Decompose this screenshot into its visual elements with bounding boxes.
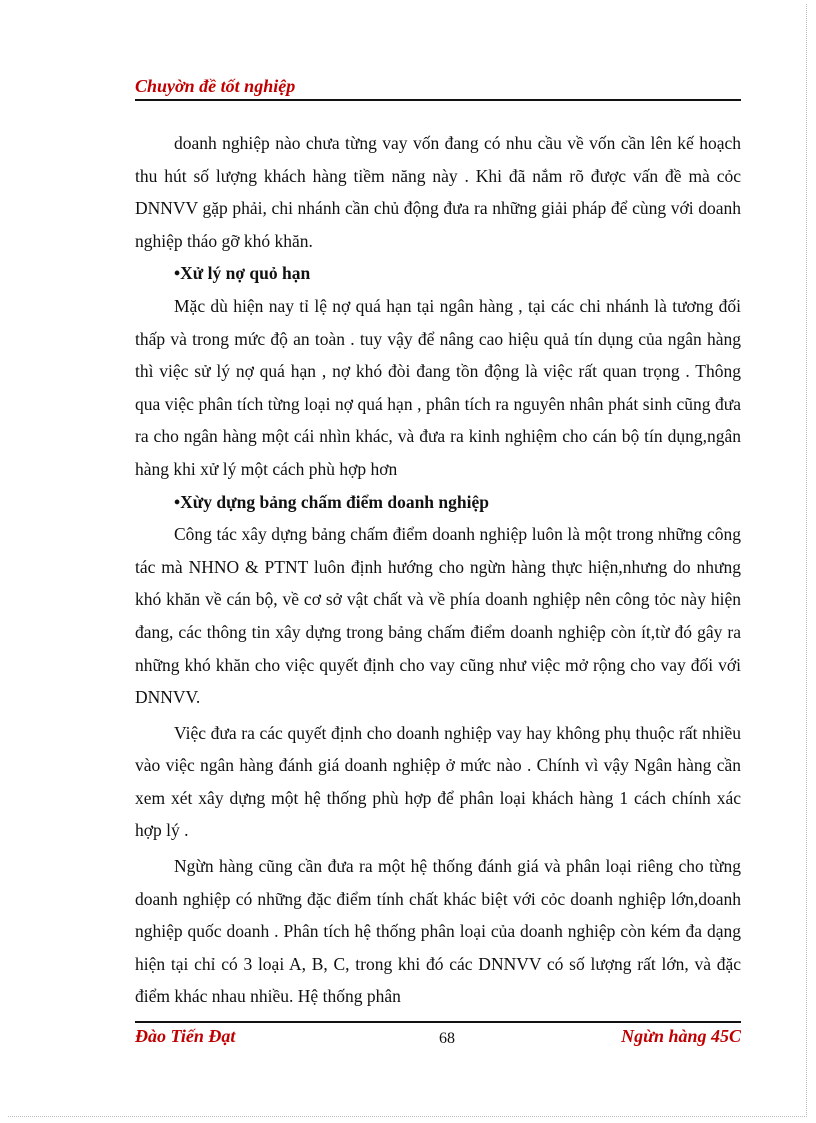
header-title: Chuyờn đề tốt nghiệp [135, 76, 296, 96]
paragraph-3: Công tác xây dựng bảng chấm điểm doanh nghiệp luôn là một trong những công tác mà NHNO & PTNT luôn định hướng cho ngừn hàng thực hiện,nhưng do nhưng khó khăn về cán bộ, về cơ sở vật chất và về phía doanh nghiệp nên công tỏc này hiện đang, các thông tin xây dựng trong bảng chấm điểm doanh nghiệp còn ít,từ đó gây ra những khó khăn cho việc quyết định cho vay cũng như việc mở rộng cho vay đối với DNNVV. [135, 524, 741, 708]
document-body [135, 127, 741, 1013]
header-rule [135, 99, 741, 101]
footer-rule [135, 1021, 741, 1023]
paragraph-5: Ngừn hàng cũng cần đưa ra một hệ thống đánh giá và phân loại riêng cho từng doanh nghiệp có những đặc điểm tính chất khác biệt với cỏc doanh nghiệp lớn,doanh nghiệp quốc doanh . Phân tích hệ thống phân loại của doanh nghiệp còn kém đa dạng hiện tại chỉ có 3 loại A, B, C, trong khi đó các DNNVV có số lượng rất lớn, và đặc điểm khác nhau nhiều. Hệ thống phân [135, 856, 741, 1007]
paragraph-1: doanh nghiệp nào chưa từng vay vốn đang có nhu cầu về vốn cần lên kế hoạch thu hút số lượng khách hàng tiềm năng này . Khi đã nắm rõ được vấn đề mà cỏc DNNVV gặp phải, chi nhánh cần chủ động đưa ra những giải pháp để cùng với doanh nghiệp tháo gỡ khó khăn. [135, 133, 741, 251]
footer-class: Ngừn hàng 45C [621, 1026, 741, 1046]
footer-author: Đào Tiến Đạt [135, 1026, 236, 1046]
paragraph-4: Việc đưa ra các quyết định cho doanh nghiệp vay hay không phụ thuộc rất nhiều vào việc ngân hàng đánh giá doanh nghiệp ở mức nào . Chính vì vậy Ngân hàng cần xem xét xây dựng một hệ thống phù hợp để phân loại khách hàng 1 cách chính xác hợp lý . [135, 722, 741, 841]
page-number: 68 [439, 1030, 455, 1047]
heading-scoring-table: •Xừy dựng bảng chấm điểm doanh nghiệp [174, 491, 489, 512]
paragraph-2: Mặc dù hiện nay tỉ lệ nợ quá hạn tại ngân hàng , tại các chi nhánh là tương đối thấp và trong mức độ an toàn . tuy vậy để nâng cao hiệu quả tín dụng của ngân hàng thì việc sử lý nợ quá hạn , nợ khó đòi đang tồn động là việc rất quan trọng . Thông qua việc phân tích từng loại nợ quá hạn , phân tích ra nguyên nhân phát sinh cũng đưa ra cho ngân hàng một cái nhìn khác, và đưa ra kinh nghiệm cho cán bộ tín dụng,ngân hàng khi xử lý một cách phù hợp hơn [135, 295, 741, 479]
heading-overdue-debt: •Xử lý nợ quỏ hạn [174, 263, 311, 284]
